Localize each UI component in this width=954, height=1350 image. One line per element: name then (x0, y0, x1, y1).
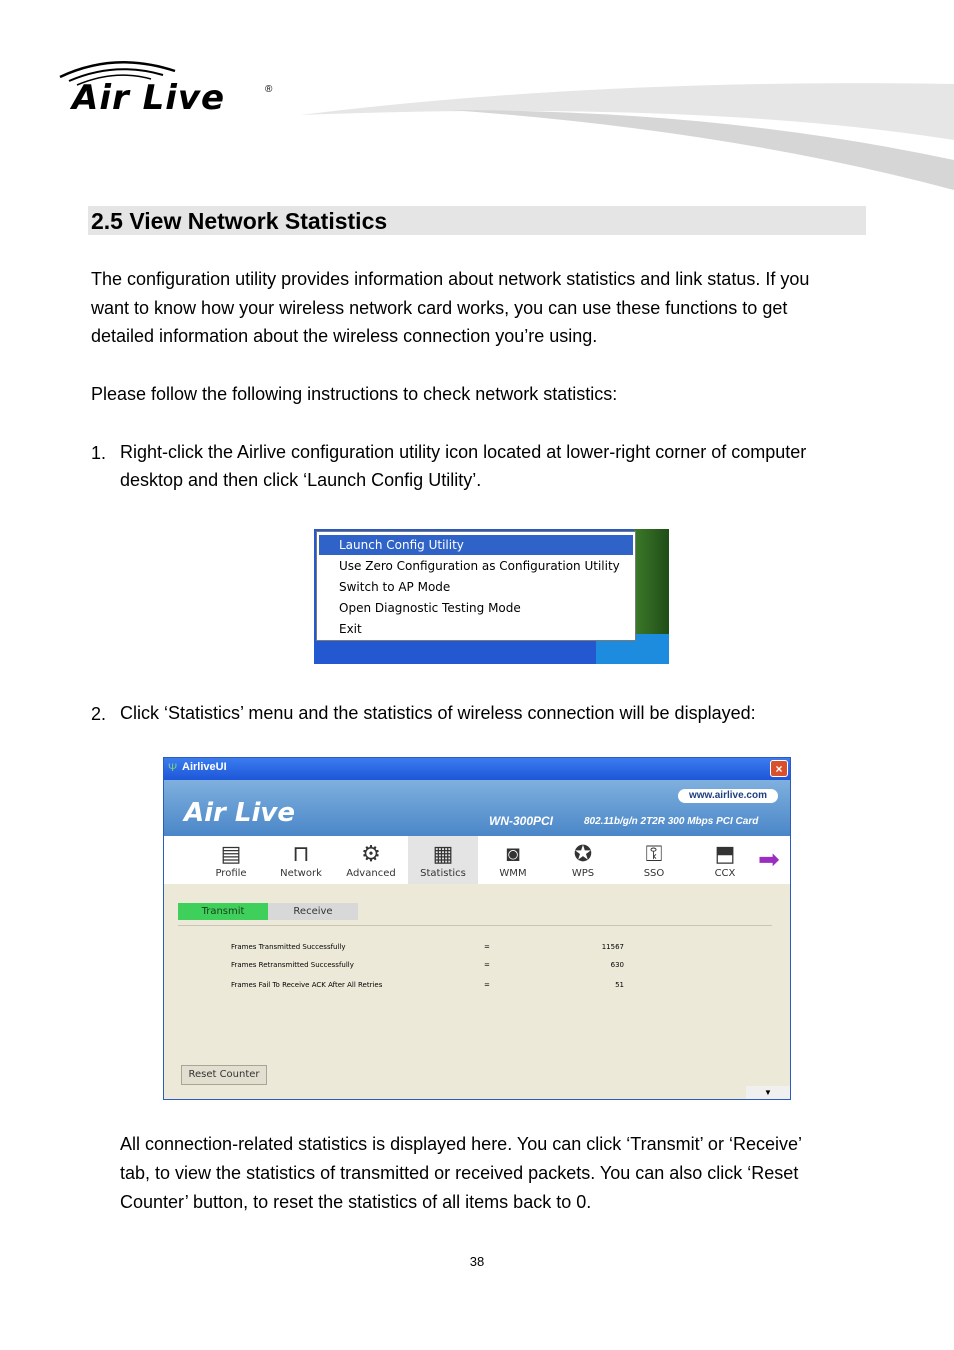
toolbar-ccx[interactable] (690, 836, 760, 884)
intro-line-2: want to know how your wireless network card works, you can use these functions to get (91, 298, 788, 318)
next-arrow-icon[interactable]: ➡ (758, 844, 780, 874)
closing-line-1: All connection-related statistics is displayed here. You can click ‘Transmit’ or ‘Receive’ (120, 1134, 802, 1154)
step-2-number: 2. (91, 704, 107, 724)
airlive-logo: Air Live (72, 78, 226, 118)
toolbar-wps[interactable] (548, 836, 618, 884)
banner-url[interactable]: www.airlive.com (678, 789, 778, 803)
toolbar-sso[interactable] (619, 836, 689, 884)
step-1-line-1: Right-click the Airlive configuration utility icon located at lower-right corner of computer (120, 442, 807, 462)
menu-item-zero-config[interactable]: Use Zero Configuration as Configuration Utility (339, 559, 620, 573)
toolbar-wmm[interactable] (478, 836, 548, 884)
stat-label: Frames Transmitted Successfully (231, 943, 346, 951)
banner-description: 802.11b/g/n 2T2R 300 Mbps PCI Card (584, 816, 759, 827)
toolbar-network[interactable] (266, 836, 336, 884)
step-1-number: 1. (91, 443, 107, 463)
statistics-window-screenshot (163, 757, 791, 1100)
window-title: AirliveUI (182, 761, 227, 773)
intro-line-3: detailed information about the wireless connection you’re using. (91, 326, 598, 346)
scroll-down-icon[interactable]: ▼ (746, 1086, 790, 1099)
stat-equals: = (484, 943, 490, 951)
wmm-icon: ◙ (506, 841, 520, 866)
intro-line-1: The configuration utility provides information about network statistics and link status. If you (91, 269, 810, 289)
menu-item-diagnostic[interactable]: Open Diagnostic Testing Mode (339, 601, 521, 615)
toolbar-label: Advanced (346, 868, 396, 879)
stat-label: Frames Fail To Receive ACK After All Retries (231, 981, 383, 989)
stat-row (164, 961, 790, 975)
menu-item-exit[interactable]: Exit (339, 622, 362, 636)
closing-line-2: tab, to view the statistics of transmitted or received packets. You can also click ‘Reset (120, 1163, 799, 1183)
toolbar-profile[interactable] (196, 836, 266, 884)
toolbar-label: Network (280, 868, 322, 879)
toolbar-label: Statistics (420, 868, 466, 879)
window-titlebar (164, 758, 790, 780)
tab-receive[interactable]: Receive (268, 903, 358, 920)
stat-label: Frames Retransmitted Successfully (231, 961, 354, 969)
toolbar-label: WMM (499, 868, 527, 879)
stat-equals: = (484, 981, 490, 989)
reset-counter-button[interactable]: Reset Counter (181, 1065, 267, 1085)
divider (178, 925, 772, 926)
ccx-icon: ⬒ (714, 841, 736, 866)
banner-model: WN-300PCI (489, 814, 554, 828)
toolbar-statistics[interactable] (408, 836, 478, 884)
network-icon: ⊓ (292, 841, 310, 866)
stat-value: 11567 (601, 943, 624, 951)
gear-icon: ⚙ (361, 841, 381, 866)
header-swoosh (300, 70, 954, 200)
profile-icon: ▤ (220, 841, 242, 866)
desktop-background (634, 529, 669, 639)
key-icon: ⚿ (645, 841, 663, 866)
toolbar-label: SSO (643, 868, 665, 879)
toolbar-label: WPS (571, 868, 595, 879)
tab-transmit[interactable]: Transmit (178, 903, 268, 920)
banner-logo: Air Live (184, 798, 295, 828)
close-button[interactable]: × (770, 760, 788, 777)
registered-mark: ® (265, 84, 273, 95)
toolbar-advanced[interactable] (336, 836, 406, 884)
app-icon: Ψ (168, 762, 178, 774)
statistics-icon: ▦ (432, 841, 454, 866)
toolbar-label: CCX (714, 868, 736, 879)
page-number: 38 (469, 1254, 485, 1269)
stat-value: 630 (610, 961, 624, 969)
stat-row (164, 943, 790, 957)
closing-line-3: Counter’ button, to reset the statistics of all items back to 0. (120, 1192, 592, 1212)
section-title: 2.5 View Network Statistics (91, 208, 388, 234)
step-1-line-2: desktop and then click ‘Launch Config Utility’. (120, 470, 482, 490)
menu-item-launch-config[interactable]: Launch Config Utility (319, 535, 633, 555)
context-menu (316, 531, 636, 641)
step-2-line-1: Click ‘Statistics’ menu and the statistics of wireless connection will be displayed: (120, 703, 756, 723)
menu-item-ap-mode[interactable]: Switch to AP Mode (339, 580, 451, 594)
wps-icon: ✪ (573, 841, 593, 866)
stat-equals: = (484, 961, 490, 969)
context-menu-screenshot (314, 529, 669, 664)
instruction-text: Please follow the following instructions to check network statistics: (91, 384, 618, 404)
toolbar-label: Profile (215, 868, 247, 879)
stat-value: 51 (615, 981, 624, 989)
stat-row (164, 981, 790, 995)
